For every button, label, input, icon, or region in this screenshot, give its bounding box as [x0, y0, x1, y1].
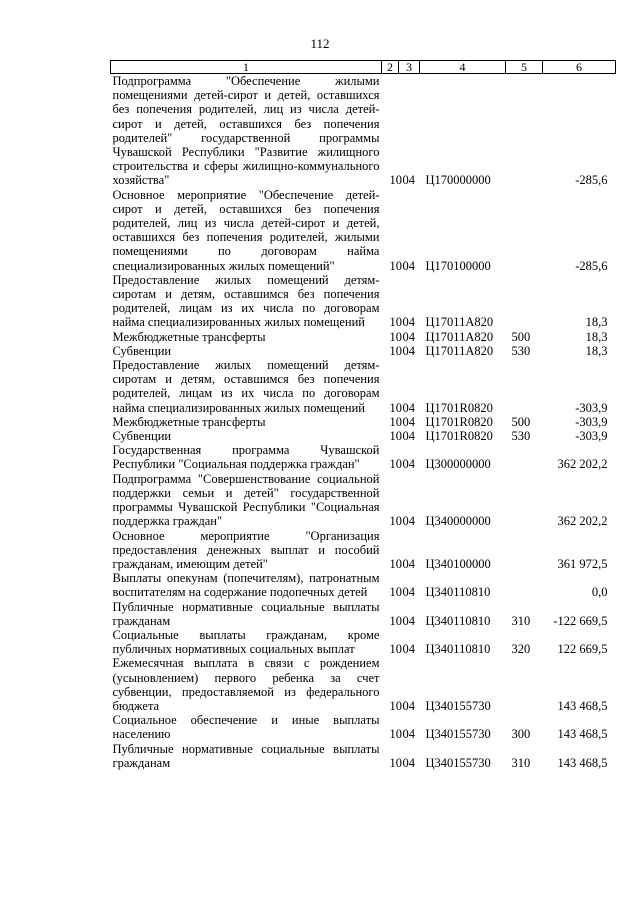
- row-amount: 361 972,5: [557, 556, 608, 571]
- row-expense-type: [506, 358, 543, 415]
- row-name: Подпрограмма "Совершенствование социальной поддержки семьи и детей" государственной программы Чувашской Республики "Социальная поддержка граждан": [112, 471, 380, 529]
- table-body: [111, 74, 616, 770]
- row-target-code: Ц170000000: [425, 173, 491, 188]
- row-subsection: 04: [402, 457, 415, 472]
- row-target-code: Ц340155730: [425, 698, 491, 713]
- row-subsection: 04: [402, 556, 415, 571]
- row-subsection: 04: [402, 343, 415, 358]
- row-expense-type: 500: [511, 329, 531, 344]
- row-amount: -285,6: [575, 173, 608, 188]
- table-row: [111, 188, 616, 273]
- table-row: [111, 273, 616, 330]
- row-amount: 18,3: [585, 329, 608, 344]
- row-expense-type: 500: [511, 414, 531, 429]
- row-expense-type: [506, 273, 543, 330]
- row-section: 10: [389, 414, 402, 429]
- row-subsection: 04: [402, 698, 415, 713]
- table-row: [111, 443, 616, 471]
- row-name: Публичные нормативные социальные выплаты гражданам: [112, 741, 380, 770]
- row-target-code: Ц300000000: [425, 457, 491, 472]
- table-row: [111, 628, 616, 656]
- row-section: 10: [389, 698, 402, 713]
- row-amount: -303,9: [575, 414, 608, 429]
- table-row: [111, 344, 616, 358]
- row-target-code: Ц340000000: [425, 514, 491, 529]
- row-expense-type: [506, 188, 543, 273]
- row-target-code: Ц1701R0820: [425, 429, 493, 444]
- row-amount: -303,9: [575, 400, 608, 415]
- row-target-code: Ц1701R0820: [425, 400, 493, 415]
- col-header-amount: 6: [543, 61, 616, 74]
- row-subsection: 04: [402, 315, 415, 330]
- row-subsection: 04: [402, 613, 415, 628]
- table-row: [111, 472, 616, 529]
- col-header-section: 2: [382, 61, 399, 74]
- row-section: 10: [389, 642, 402, 657]
- col-header-target-code: 4: [420, 61, 506, 74]
- table-row: [111, 713, 616, 741]
- col-header-expense-type: 5: [506, 61, 543, 74]
- row-expense-type: 320: [511, 642, 531, 657]
- row-name: Ежемесячная выплата в связи с рождением (усыновлением) первого ребенка за счет субвенции, предоставляемой из федерального бюджета: [112, 656, 380, 713]
- row-section: 10: [389, 457, 402, 472]
- row-target-code: Ц340155730: [425, 755, 491, 770]
- row-subsection: 04: [402, 585, 415, 600]
- row-section: 10: [389, 613, 402, 628]
- row-section: 10: [389, 514, 402, 529]
- row-amount: 143 468,5: [557, 755, 608, 770]
- row-target-code: Ц340155730: [425, 727, 491, 742]
- table-row: [111, 415, 616, 429]
- row-section: 10: [389, 727, 402, 742]
- row-subsection: 04: [402, 727, 415, 742]
- row-subsection: 04: [402, 258, 415, 273]
- row-amount: -303,9: [575, 429, 608, 444]
- page-number: 112: [310, 36, 330, 51]
- row-name: Выплаты опекунам (попечителям), патронатным воспитателям на содержание подопечных детей: [112, 571, 380, 600]
- row-amount: 362 202,2: [557, 514, 608, 529]
- row-name: Межбюджетные трансферты: [112, 414, 266, 429]
- table-row: [111, 429, 616, 443]
- row-name: Субвенции: [112, 343, 172, 358]
- col-header-name: 1: [111, 61, 382, 74]
- row-name: Предоставление жилых помещений детям-сиротам и детям, оставшимся без попечения родителей, лицам из их числа по договорам найма специализированных жилых помещений: [112, 272, 380, 330]
- budget-table: [110, 60, 616, 770]
- row-amount: 143 468,5: [557, 698, 608, 713]
- row-section: 10: [389, 315, 402, 330]
- row-subsection: 04: [402, 414, 415, 429]
- row-name: Социальное обеспечение и иные выплаты населению: [112, 713, 380, 742]
- row-expense-type: [506, 656, 543, 713]
- row-expense-type: 300: [511, 727, 531, 742]
- row-amount: 0,0: [591, 585, 608, 600]
- row-section: 10: [389, 429, 402, 444]
- row-section: 10: [389, 173, 402, 188]
- row-expense-type: 530: [511, 343, 531, 358]
- table-row: [111, 571, 616, 599]
- row-expense-type: [506, 443, 543, 471]
- row-subsection: 04: [402, 173, 415, 188]
- row-expense-type: 530: [511, 429, 531, 444]
- row-subsection: 04: [402, 642, 415, 657]
- row-expense-type: 310: [511, 755, 531, 770]
- row-target-code: Ц17011А820: [425, 343, 494, 358]
- row-section: 10: [389, 755, 402, 770]
- row-name: Государственная программа Чувашской Республики "Социальная поддержка граждан": [112, 443, 380, 472]
- row-expense-type: [506, 529, 543, 572]
- table-row: [111, 600, 616, 628]
- row-amount: 122 669,5: [557, 642, 608, 657]
- col-header-subsection: 3: [399, 61, 420, 74]
- table-row: [111, 742, 616, 770]
- row-amount: 18,3: [585, 343, 608, 358]
- row-target-code: Ц340110810: [425, 642, 491, 657]
- row-target-code: Ц17011А820: [425, 315, 494, 330]
- row-section: 10: [389, 329, 402, 344]
- row-target-code: Ц340110810: [425, 613, 491, 628]
- row-amount: -285,6: [575, 258, 608, 273]
- row-target-code: Ц340110810: [425, 585, 491, 600]
- row-section: 10: [389, 556, 402, 571]
- row-subsection: 04: [402, 400, 415, 415]
- row-amount: 362 202,2: [557, 457, 608, 472]
- row-section: 10: [389, 258, 402, 273]
- row-target-code: Ц340100000: [425, 556, 491, 571]
- row-section: 10: [389, 343, 402, 358]
- table-row: [111, 656, 616, 713]
- row-subsection: 04: [402, 755, 415, 770]
- row-amount: 143 468,5: [557, 727, 608, 742]
- table-row: [111, 330, 616, 344]
- table-row: [111, 74, 616, 188]
- row-name: Социальные выплаты гражданам, кроме публичных нормативных социальных выплат: [112, 627, 380, 657]
- row-target-code: Ц170100000: [425, 258, 491, 273]
- row-expense-type: 310: [511, 613, 531, 628]
- row-name: Основное мероприятие "Обеспечение детей-сирот и детей, оставшихся без попечения родителей, лиц из числа детей-сирот и детей, оставшихся без попечения родителей, жилыми помещениями по договорам найма специализированных жилых помещений": [112, 187, 380, 273]
- row-expense-type: [506, 571, 543, 599]
- row-target-code: Ц17011А820: [425, 329, 494, 344]
- row-subsection: 04: [402, 429, 415, 444]
- row-expense-type: [506, 472, 543, 529]
- table-row: [111, 529, 616, 572]
- row-expense-type: [506, 74, 543, 188]
- row-name: Основное мероприятие "Организация предоставления денежных выплат и пособий гражданам, имеющим детей": [112, 528, 380, 571]
- row-amount: -122 669,5: [553, 613, 608, 628]
- row-section: 10: [389, 400, 402, 415]
- row-name: Субвенции: [112, 429, 172, 444]
- row-amount: 18,3: [585, 315, 608, 330]
- row-name: Предоставление жилых помещений детям-сиротам и детям, оставшимся без попечения родителей, лицам из их числа по договорам найма специализированных жилых помещений: [112, 358, 380, 415]
- row-section: 10: [389, 585, 402, 600]
- row-subsection: 04: [402, 329, 415, 344]
- row-target-code: Ц1701R0820: [425, 414, 493, 429]
- table-row: [111, 358, 616, 415]
- row-name: Публичные нормативные социальные выплаты гражданам: [112, 599, 380, 628]
- row-subsection: 04: [402, 514, 415, 529]
- header-row: [111, 61, 616, 74]
- row-name: Подпрограмма "Обеспечение жилыми помещениями детей-сирот и детей, оставшихся без попечения родителей, лиц из числа детей-сирот и детей, оставшихся без попечения родителей" государственной программы Чувашской Республики "Развитие жилищного строительства и сферы жилищно-коммунального хозяйства": [112, 74, 380, 188]
- row-name: Межбюджетные трансферты: [112, 329, 266, 344]
